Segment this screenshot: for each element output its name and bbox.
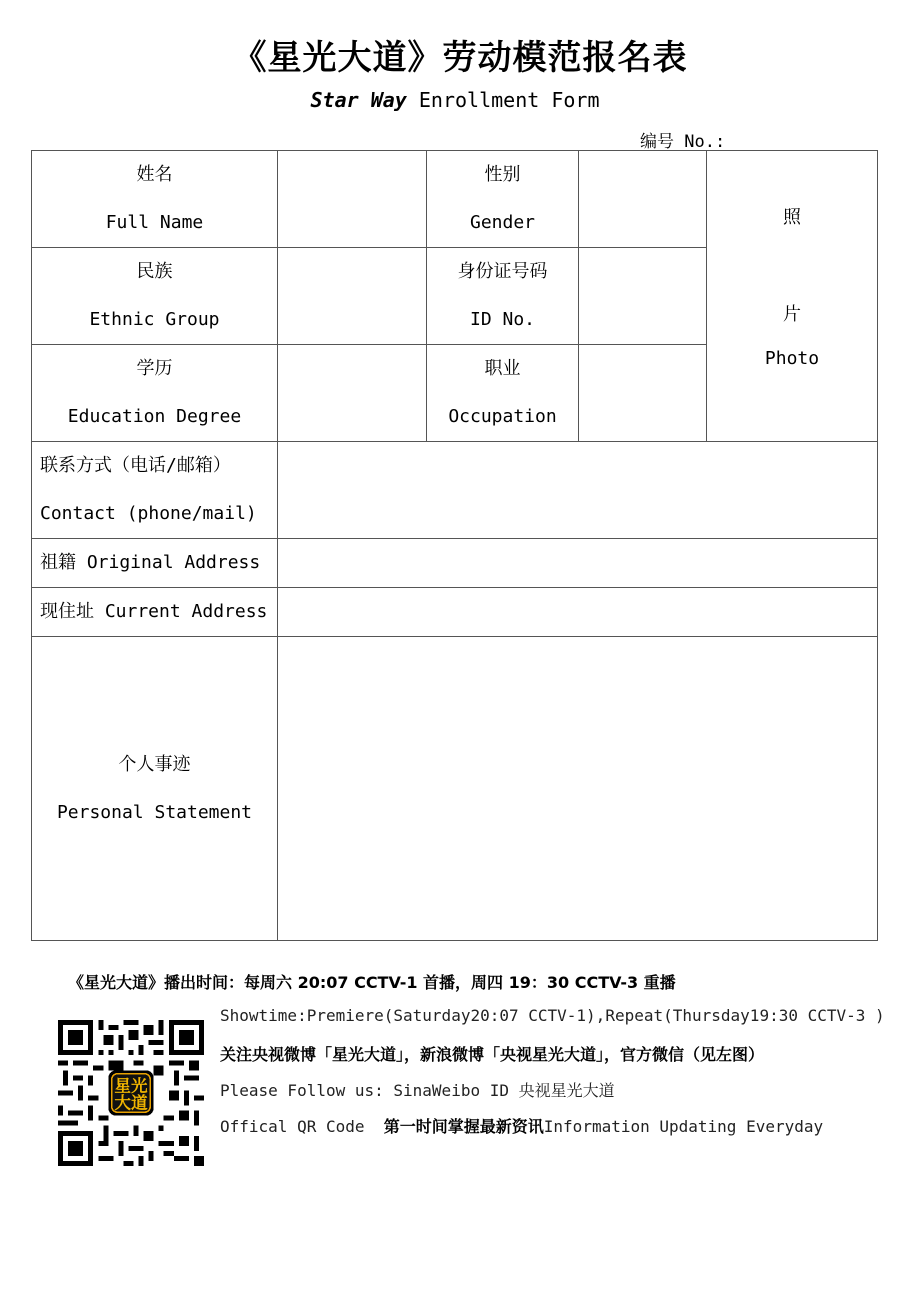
qr-line-en1: Offical QR Code xyxy=(220,1117,365,1136)
statement-label: 个人事迹 Personal Statement xyxy=(32,637,278,941)
qr-line-cn: 第一时间掌握最新资讯 xyxy=(383,1117,544,1136)
current-address-field[interactable] xyxy=(278,588,878,637)
occupation-field[interactable] xyxy=(579,345,707,442)
subtitle-show-name: Star Way xyxy=(310,88,407,112)
ethnic-label: 民族 Ethnic Group xyxy=(32,248,278,345)
occupation-label: 职业 Occupation xyxy=(427,345,579,442)
name-field[interactable] xyxy=(278,151,427,248)
showtime-text: Showtime:Premiere(Saturday20:07 CCTV-1),Repeat(Thursday19:30 CCTV-3 ) xyxy=(220,1006,885,1025)
qr-logo-line2: 大道 xyxy=(114,1093,148,1113)
photo-box[interactable] xyxy=(707,151,878,442)
origin-field[interactable] xyxy=(278,539,878,588)
id-field[interactable] xyxy=(579,248,707,345)
enrollment-table xyxy=(31,150,878,941)
photo-label-en: Photo xyxy=(764,348,820,369)
qr-line-en2: Information Updating Everyday xyxy=(543,1117,824,1136)
airtime-text: 《星光大道》播出时间：每周六 20:07 CCTV-1 首播，周四 19：30 CCTV-3 重播 xyxy=(68,973,676,992)
contact-field[interactable] xyxy=(278,442,878,539)
statement-field[interactable] xyxy=(278,637,878,941)
subtitle-rest: Enrollment Form xyxy=(406,88,600,112)
photo-label-cn1: 照 xyxy=(783,207,801,228)
follow-cn-text: 关注央视微博「星光大道」，新浪微博「央视星光大道」，官方微信（见左图） xyxy=(220,1045,765,1064)
id-label: 身份证号码 ID No. xyxy=(427,248,579,345)
wechat-qr-code xyxy=(58,1020,204,1166)
follow-en-text: Please Follow us: SinaWeibo ID 央视星光大道 xyxy=(220,1081,615,1100)
education-field[interactable] xyxy=(278,345,427,442)
serial-number-label: 编号 No.: xyxy=(640,132,726,152)
form-title: 《星光大道》劳动模范报名表 xyxy=(232,38,688,78)
photo-label-cn2: 片 xyxy=(783,304,801,325)
name-label: 姓名 Full Name xyxy=(32,151,278,248)
form-subtitle xyxy=(0,88,910,112)
ethnic-field[interactable] xyxy=(278,248,427,345)
current-address-label: 现住址 Current Address xyxy=(32,588,278,637)
gender-label: 性别 Gender xyxy=(427,151,579,248)
gender-field[interactable] xyxy=(579,151,707,248)
education-label: 学历 Education Degree xyxy=(32,345,278,442)
origin-label: 祖籍 Original Address xyxy=(32,539,278,588)
qr-logo-line1: 星光 xyxy=(114,1076,148,1096)
qr-info-line xyxy=(220,1114,823,1137)
contact-label: 联系方式（电话/邮箱） Contact (phone/mail) xyxy=(32,442,278,539)
